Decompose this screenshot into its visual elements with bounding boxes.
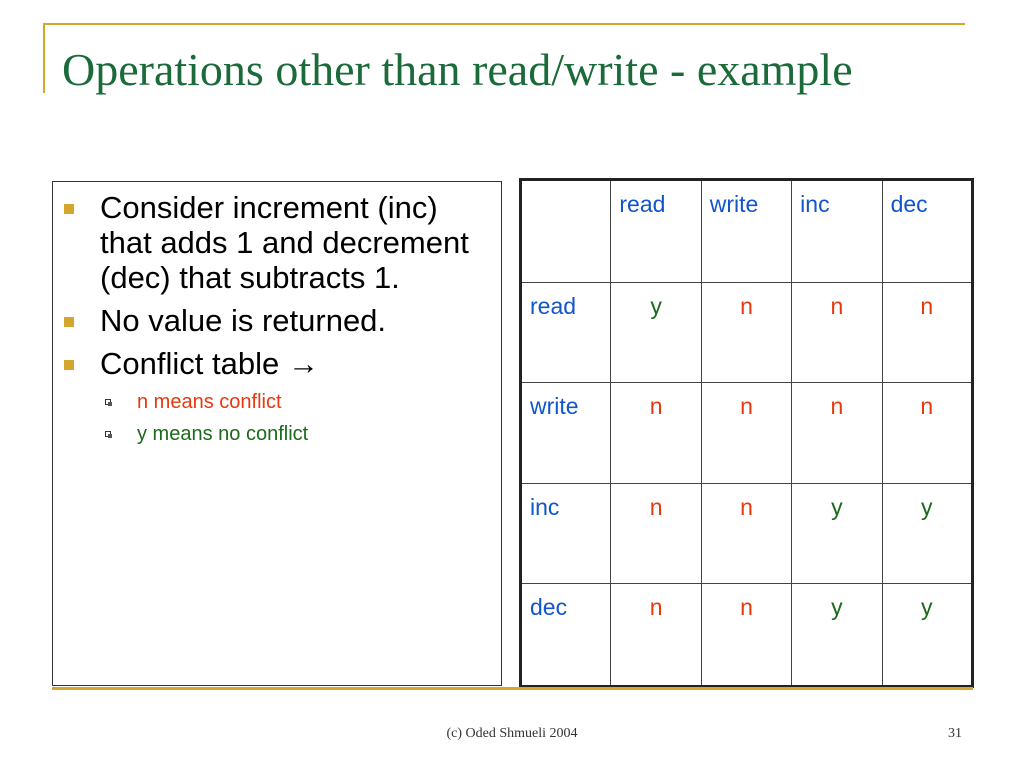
column-header: inc: [792, 180, 882, 283]
bullet-list: [62, 190, 492, 451]
table-cell: n: [701, 584, 791, 687]
row-header: inc: [521, 483, 611, 584]
left-rule: [43, 23, 45, 93]
conflict-table: [519, 178, 974, 688]
sub-bullet-text: y means no conflict: [137, 423, 309, 445]
bullet-item: [62, 346, 492, 381]
bullet-text: Conflict table →: [100, 346, 319, 381]
table-cell: y: [792, 584, 882, 687]
table-cell: y: [882, 584, 972, 687]
row-header: dec: [521, 584, 611, 687]
box-bullet-icon: [105, 431, 111, 437]
square-bullet-icon: [64, 204, 74, 214]
table-cell: y: [792, 483, 882, 584]
square-bullet-icon: [64, 360, 74, 370]
sub-bullet-item: [62, 389, 492, 415]
table-cell: n: [611, 584, 701, 687]
bullet-item: [62, 190, 492, 295]
table-cell: n: [792, 383, 882, 484]
table-corner-cell: [521, 180, 611, 283]
table-cell: n: [611, 483, 701, 584]
table-row: [521, 383, 973, 484]
bullet-text: No value is returned.: [100, 303, 387, 338]
sub-bullet-item: [62, 421, 492, 447]
table-cell: n: [882, 383, 972, 484]
row-header: write: [521, 383, 611, 484]
table-cell: n: [701, 383, 791, 484]
table-cell: n: [701, 483, 791, 584]
bullet-item: [62, 303, 492, 338]
table-row: [521, 282, 973, 383]
table-cell: n: [792, 282, 882, 383]
table-row: [521, 483, 973, 584]
table-header-row: [521, 180, 973, 283]
column-header: dec: [882, 180, 972, 283]
table-cell: y: [882, 483, 972, 584]
sub-bullet-text: n means conflict: [137, 391, 282, 413]
slide-title: Operations other than read/write - example: [62, 44, 853, 95]
page-number: 31: [948, 726, 962, 741]
table-cell: n: [701, 282, 791, 383]
table-row: [521, 584, 973, 687]
table-cell: n: [611, 383, 701, 484]
square-bullet-icon: [64, 317, 74, 327]
column-header: write: [701, 180, 791, 283]
footer-credit: (c) Oded Shmueli 2004: [446, 726, 578, 741]
column-header: read: [611, 180, 701, 283]
top-rule: [43, 23, 965, 25]
table-cell: n: [882, 282, 972, 383]
bottom-rule: [52, 687, 973, 690]
table-cell: y: [611, 282, 701, 383]
row-header: read: [521, 282, 611, 383]
box-bullet-icon: [105, 399, 111, 405]
bullet-text: Consider increment (inc) that adds 1 and decrement (dec) that subtracts 1.: [100, 190, 469, 295]
